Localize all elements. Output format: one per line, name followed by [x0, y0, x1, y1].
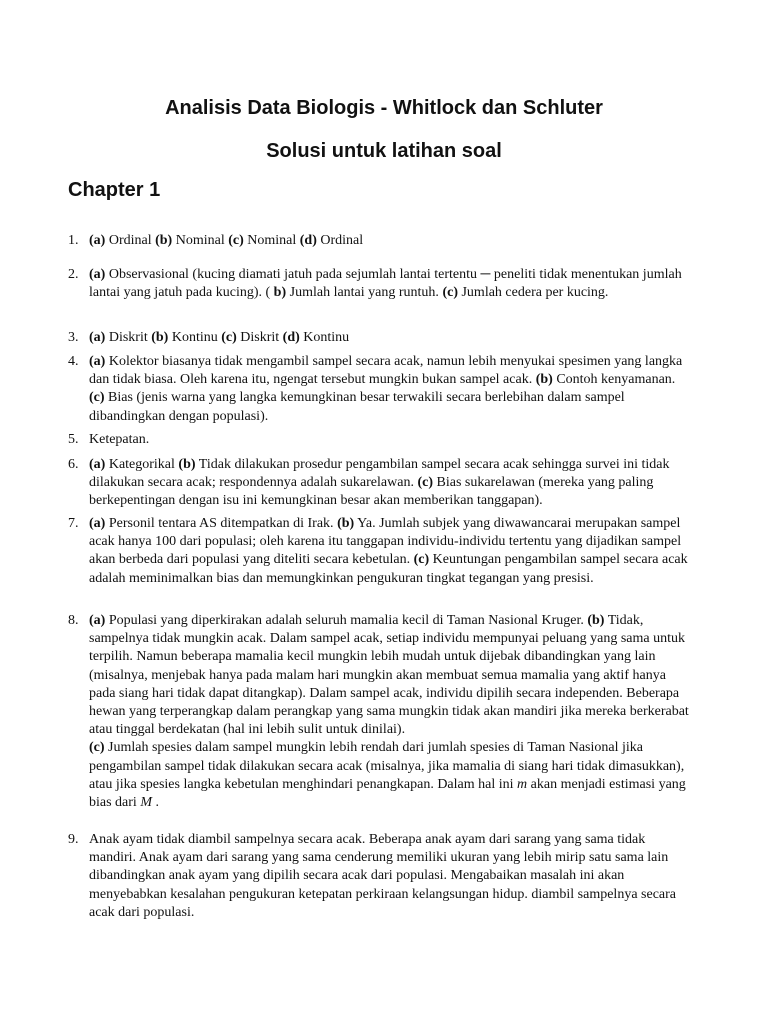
- answer-text: (a) Kategorikal (b) Tidak dilakukan prosedur pengambilan sampel secara acak sehingga survei ini tidak dilakukan secara acak; respondennya adalah sukarelawan. (c) Bias sukarelawan (mereka yang paling berkepentingan dengan isu ini kemungkinan besar akan memberikan tanggapan).: [89, 457, 670, 509]
- document-subtitle: Solusi untuk latihan soal: [266, 140, 502, 162]
- answer-text: (a) Ordinal (b) Nominal (c) Nominal (d) Ordinal: [89, 233, 364, 248]
- answer-number: 1.: [68, 233, 79, 248]
- answer-text: (a) Kolektor biasanya tidak mengambil sampel secara acak, namun lebih menyukai spesimen yang langka dan tidak biasa. Oleh karena itu, ngengat tersebut mungkin bukan sampel acak. (b) Contoh kenyamanan. (c) Bias (jenis warna yang langka kemungkinan besar terwakili secara berlebihan dalam sampel dibandingkan dengan populasi).: [89, 354, 683, 424]
- answer-text: (a) Observasional (kucing diamati jatuh pada sejumlah lantai tertentu ─ peneliti tidak menentukan jumlah lantai yang jatuh pada kucing). ( b) Jumlah lantai yang runtuh. (c) Jumlah cedera per kucing.: [89, 267, 682, 301]
- answer-number: 5.: [68, 432, 79, 447]
- document-title: Analisis Data Biologis - Whitlock dan Schluter: [165, 97, 603, 119]
- answer-text: (a) Personil tentara AS ditempatkan di Irak. (b) Ya. Jumlah subjek yang diwawancarai merupakan sampel acak hanya 100 dari populasi; oleh karena itu tanggapan individu-individu tertentu yang dijadikan sampel akan berbeda dari populasi yang diteliti secara kebetulan. (c) Keuntungan pengambilan sampel secara acak adalah meminimalkan bias dan memungkinkan pengukuran tingkat tegangan yang presisi.: [89, 516, 688, 586]
- answer-number: 7.: [68, 516, 79, 531]
- answer-number: 8.: [68, 613, 79, 628]
- chapter-heading: Chapter 1: [68, 179, 161, 201]
- answer-text: (a) Populasi yang diperkirakan adalah seluruh mamalia kecil di Taman Nasional Kruger. (b) Tidak, sampelnya tidak mungkin acak. Dalam sampel acak, setiap individu mempunyai peluang yang sama untuk terpilih. Namun beberapa mamalia kecil mungkin lebih mudah untuk dijebak dibandingkan yang lain (misalnya, menjebak hanya pada malam hari mungkin akan membuat semua mamalia yang aktif hanya pada siang hari tidak dapat ditangkap). Dalam sampel acak, individu dipilih secara independen. Beberapa hewan yang terperangkap dalam perangkap yang sama mungkin tidak akan mandiri jika mereka berkerabat atau tinggal berdekatan (hal ini lebih sulit untuk dinilai). (c) Jumlah spesies dalam sampel mungkin lebih rendah dari jumlah spesies di Taman Nasional jika pengambilan sampel tidak dilakukan secara acak (misalnya, jika mamalia di siang hari tidak dimasukkan), atau jika spesies langka kebetulan menghindari penangkapan. Dalam hal ini m akan menjadi estimasi yang bias dari M .: [89, 613, 689, 811]
- answer-number: 4.: [68, 354, 79, 369]
- answer-text: (a) Diskrit (b) Kontinu (c) Diskrit (d) Kontinu: [89, 330, 350, 345]
- answer-text: Ketepatan.: [89, 432, 150, 447]
- answer-number: 2.: [68, 267, 79, 282]
- answer-number: 9.: [68, 832, 79, 847]
- answer-number: 6.: [68, 457, 79, 472]
- answer-text: Anak ayam tidak diambil sampelnya secara acak. Beberapa anak ayam dari sarang yang sama tidak mandiri. Anak ayam dari sarang yang sama cenderung memiliki ukuran yang lebih mirip satu sama lain dibandingkan anak ayam yang dipilih secara acak dari populasi. Mengabaikan masalah ini akan menyebabkan kesalahan pengukuran ketepatan perkiraan kelangsungan hidup. diambil sampelnya secara acak dari populasi.: [89, 832, 676, 920]
- answer-number: 3.: [68, 330, 79, 345]
